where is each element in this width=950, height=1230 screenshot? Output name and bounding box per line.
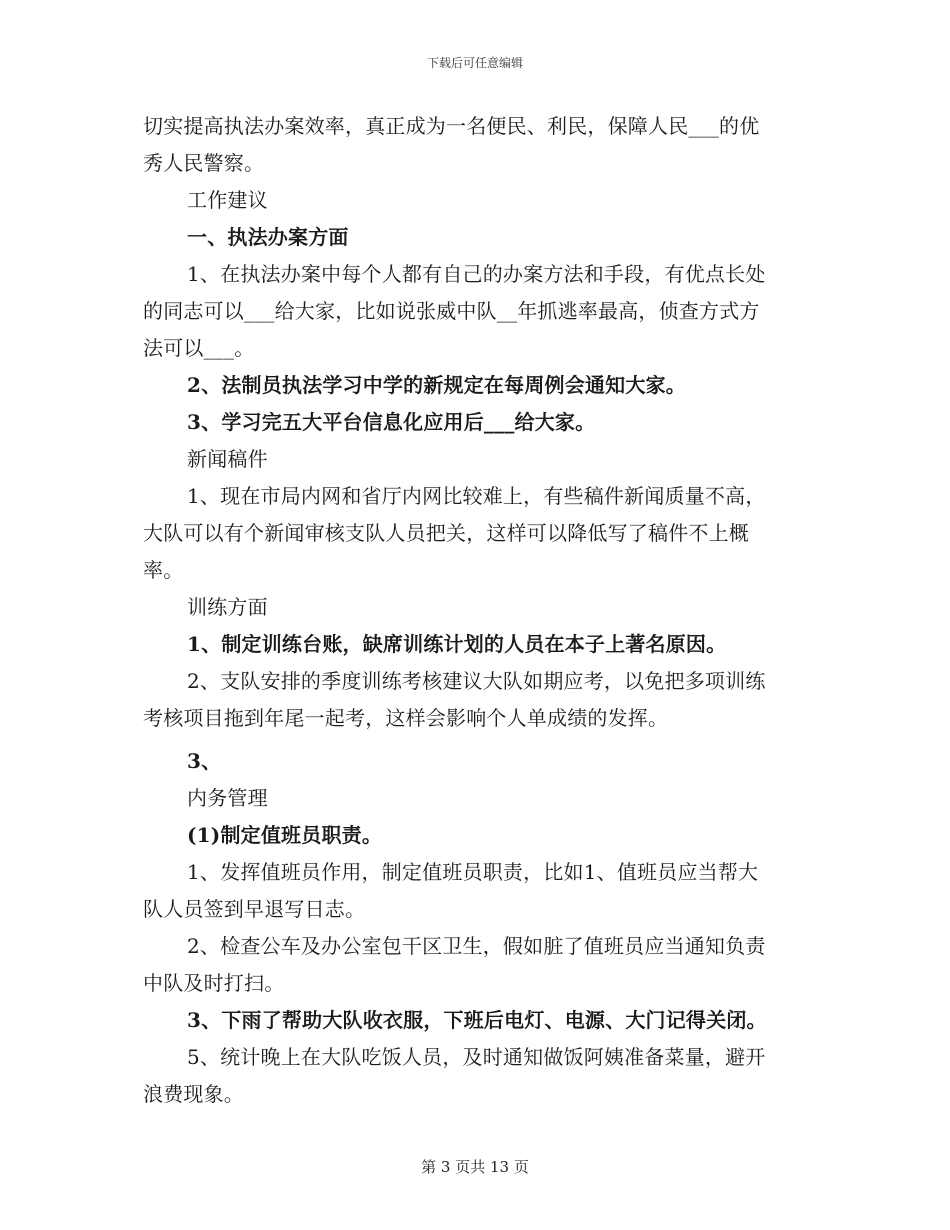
paragraph-line: 队人员签到早退写日志。 <box>143 897 366 921</box>
paragraph-line: 浪费现象。 <box>143 1082 244 1106</box>
document-body <box>143 108 808 1113</box>
section-heading: 训练方面 <box>187 595 268 619</box>
paragraph-line: 2、检查公车及办公室包干区卫生，假如脏了值班员应当通知负责 <box>187 934 766 958</box>
bold-item: 2、法制员执法学习中学的新规定在每周例会通知大家。 <box>187 373 686 397</box>
bold-item: (1)制定值班员职责。 <box>187 823 383 847</box>
subsection-heading: 一、执法办案方面 <box>187 225 349 249</box>
paragraph-line: 法可以___。 <box>143 336 255 360</box>
bold-item: 3、 <box>187 749 222 773</box>
paragraph-line: 切实提高执法办案效率，真正成为一名便民、利民，保障人民___的优 <box>143 114 760 138</box>
page-header: 下载后可任意编辑 <box>426 56 523 70</box>
bold-item: 3、下雨了帮助大队收衣服，下班后电灯、电源、大门记得关闭。 <box>187 1008 767 1032</box>
bold-item: 1、制定训练台账，缺席训练计划的人员在本子上著名原因。 <box>187 632 727 656</box>
paragraph-line: 5、统计晚上在大队吃饭人员，及时通知做饭阿姨准备菜量，避开 <box>187 1045 766 1069</box>
paragraph-line: 1、在执法办案中每个人都有自己的办案方法和手段，有优点长处 <box>187 262 766 286</box>
paragraph-line: 大队可以有个新闻审核支队人员把关，这样可以降低写了稿件不上概 <box>143 521 749 545</box>
paragraph-line: 率。 <box>143 558 184 582</box>
paragraph-line: 1、发挥值班员作用，制定值班员职责，比如1、值班员应当帮大 <box>187 860 759 884</box>
paragraph-line: 中队及时打扫。 <box>143 971 285 995</box>
bold-item: 3、学习完五大平台信息化应用后___给大家。 <box>187 410 596 434</box>
paragraph-line: 2、支队安排的季度训练考核建议大队如期应考，以免把多项训练 <box>187 669 766 693</box>
section-heading: 内务管理 <box>187 786 268 810</box>
section-heading: 新闻稿件 <box>187 447 268 471</box>
paragraph-line: 的同志可以___给大家，比如说张威中队__年抓逃率最高，侦查方式方 <box>143 299 760 323</box>
paragraph-line: 1、现在市局内网和省厅内网比较难上，有些稿件新闻质量不高， <box>187 484 766 508</box>
paragraph-line: 考核项目拖到年尾一起考，这样会影响个人单成绩的发挥。 <box>143 706 669 730</box>
section-heading: 工作建议 <box>187 188 268 212</box>
page-number-footer: 第 3 页共 13 页 <box>421 1158 529 1176</box>
paragraph-line: 秀人民警察。 <box>143 151 265 175</box>
